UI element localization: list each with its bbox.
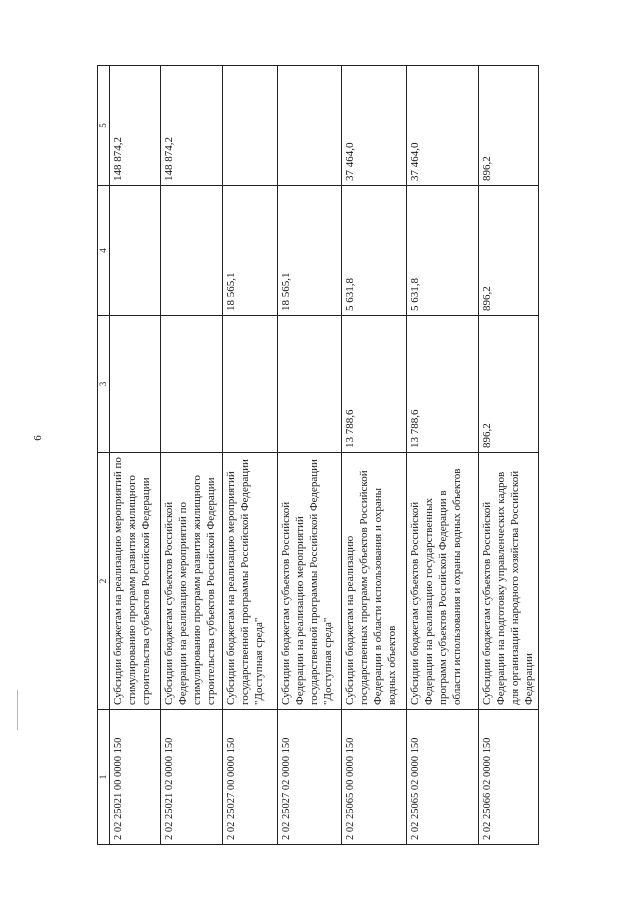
amount-col-4: 18 565,1: [278, 186, 342, 316]
amount-col-5: [223, 66, 278, 186]
amount-col-4: [161, 186, 223, 316]
budget-item-name: Субсидии бюджетам субъектов Российской Федерации на реализацию мероприятий государственной программы Российской Федерации "Доступная среда": [278, 453, 342, 710]
budget-code: 2 02 25065 02 0000 150: [407, 710, 479, 845]
budget-code: 2 02 25021 02 0000 150: [161, 710, 223, 845]
header-col-4: 4: [98, 186, 110, 316]
rotated-table-wrapper: [97, 66, 535, 845]
budget-code: 2 02 25021 00 0000 150: [110, 710, 161, 845]
budget-item-name: Субсидии бюджетам субъектов Российской Федерации на подготовку управленческих кадров для организаций народного хозяйства Российской Федерации: [479, 453, 539, 710]
amount-col-5: 148 874,2: [161, 66, 223, 186]
header-col-3: 3: [98, 316, 110, 453]
table-row: [407, 66, 479, 845]
amount-col-3: 13 788,6: [407, 316, 479, 453]
budget-item-name: Субсидии бюджетам на реализацию государственных программ субъектов Российской Федерации в области использования и охраны водных объектов: [342, 453, 407, 710]
page-number: 6: [31, 435, 44, 441]
budget-code: 2 02 25066 02 0000 150: [479, 710, 539, 845]
table-row: [110, 66, 161, 845]
amount-col-5: 37 464,0: [407, 66, 479, 186]
amount-col-3: [278, 316, 342, 453]
amount-col-5: 37 464,0: [342, 66, 407, 186]
budget-table: [97, 65, 539, 845]
table-row: [342, 66, 407, 845]
table-row: [479, 66, 539, 845]
budget-code: 2 02 25027 00 0000 150: [223, 710, 278, 845]
amount-col-4: 896,2: [479, 186, 539, 316]
amount-col-5: [278, 66, 342, 186]
amount-col-3: [110, 316, 161, 453]
amount-col-5: 148 874,2: [110, 66, 161, 186]
header-col-1: 1: [98, 710, 110, 845]
amount-col-3: 896,2: [479, 316, 539, 453]
amount-col-3: [223, 316, 278, 453]
budget-item-name: Субсидии бюджетам субъектов Российской Федерации на реализацию государственных программ субъектов Российской Федерации в области использования и охраны водных объектов: [407, 453, 479, 710]
table-row: [278, 66, 342, 845]
header-col-5: 5: [98, 66, 110, 186]
table-row: [223, 66, 278, 845]
amount-col-3: 13 788,6: [342, 316, 407, 453]
amount-col-4: 5 631,8: [342, 186, 407, 316]
budget-item-name: Субсидии бюджетам субъектов Российской Федерации на реализацию мероприятий по стимулированию программ развития жилищного строительства субъектов Российской Федерации: [161, 453, 223, 710]
header-row: [98, 66, 110, 845]
table-row: [161, 66, 223, 845]
amount-col-3: [161, 316, 223, 453]
budget-code: 2 02 25065 00 0000 150: [342, 710, 407, 845]
budget-item-name: Субсидии бюджетам на реализацию мероприятий государственной программы Российской Федерации "Доступная среда": [223, 453, 278, 710]
binding-margin-line: [17, 690, 18, 730]
amount-col-5: 896,2: [479, 66, 539, 186]
amount-col-4: 5 631,8: [407, 186, 479, 316]
amount-col-4: [110, 186, 161, 316]
amount-col-4: 18 565,1: [223, 186, 278, 316]
header-col-2: 2: [98, 453, 110, 710]
budget-code: 2 02 25027 02 0000 150: [278, 710, 342, 845]
budget-item-name: Субсидии бюджетам на реализацию мероприятий по стимулированию программ развития жилищного строительства субъектов Российской Федерации: [110, 453, 161, 710]
